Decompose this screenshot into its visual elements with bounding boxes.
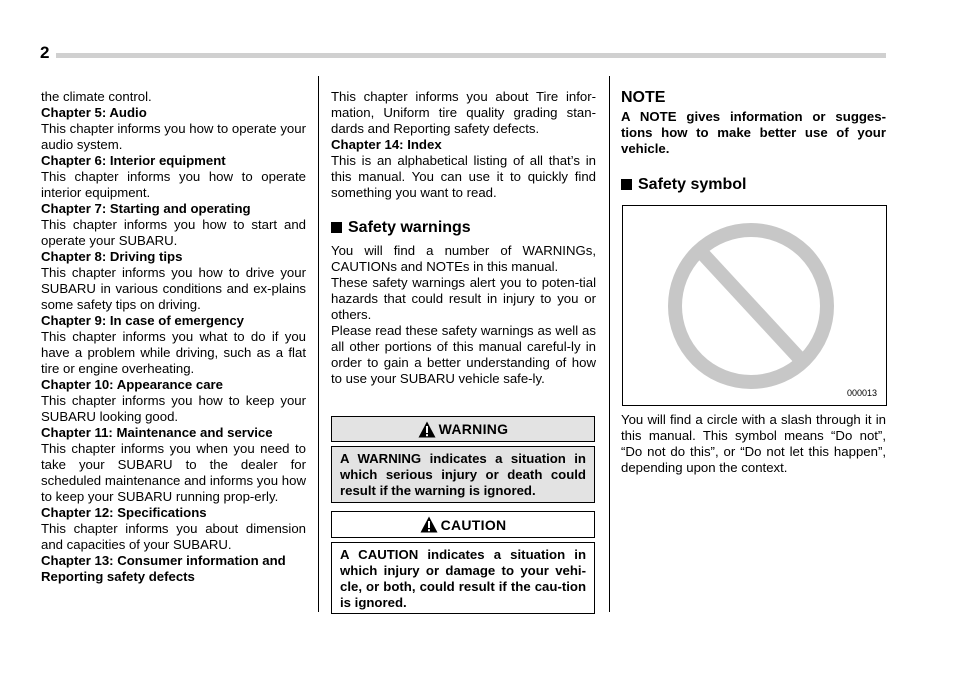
caution-triangle-icon bbox=[420, 516, 438, 533]
safety-paragraph: These safety warnings alert you to poten-tial hazards that could result in injury to you or others. bbox=[331, 275, 596, 322]
symbol-text: You will find a circle with a slash through it in this manual. This symbol means “Do not”, “Do not do this”, or “Do not let this happen”, depending upon the context. bbox=[621, 412, 886, 475]
safety-symbol-heading: Safety symbol bbox=[621, 176, 886, 194]
header-rule bbox=[56, 53, 886, 58]
chapter-title: Chapter 13: Consumer information and Reporting safety defects bbox=[41, 553, 286, 584]
safety-symbol-figure bbox=[622, 205, 887, 406]
caution-message: A CAUTION indicates a situation in which injury or damage to your vehi-cle, or both, could result if the cau-tion is ignored. bbox=[331, 542, 595, 614]
chapter-title: Chapter 11: Maintenance and service bbox=[41, 425, 273, 440]
intro-text: This chapter informs you about Tire infor-mation, Uniform tire quality grading stan-dards and Reporting safety defects. bbox=[331, 89, 596, 136]
chapter-title: Chapter 8: Driving tips bbox=[41, 249, 183, 264]
chapter-text: This chapter informs you when you need to take your SUBARU to the dealer for scheduled maintenance and informs you how to keep your SUBARU running prop-erly. bbox=[41, 441, 306, 504]
column-divider-left bbox=[318, 76, 319, 612]
square-bullet-icon bbox=[331, 222, 342, 233]
chapter-title: Chapter 5: Audio bbox=[41, 105, 147, 120]
chapter-text: This chapter informs you what to do if you have a problem while driving, such as a flat tire or engine overheating. bbox=[41, 329, 306, 376]
figure-code: 000013 bbox=[846, 388, 877, 398]
warning-triangle-icon bbox=[418, 421, 436, 438]
chapter-text: This chapter informs you about dimension and capacities of your SUBARU. bbox=[41, 521, 306, 552]
chapter-text: This chapter informs you how to keep your SUBARU looking good. bbox=[41, 393, 306, 424]
chapter-title: Chapter 6: Interior equipment bbox=[41, 153, 226, 168]
column-1 bbox=[41, 89, 306, 585]
intro-text: the climate control. bbox=[41, 89, 152, 104]
chapter-title: Chapter 9: In case of emergency bbox=[41, 313, 245, 328]
chapter-text: This chapter informs you how to start and operate your SUBARU. bbox=[41, 217, 306, 248]
chapter-text: This is an alphabetical listing of all that’s in this manual. You can use it to quickly find something you want to read. bbox=[331, 153, 596, 200]
column-3 bbox=[621, 89, 886, 194]
warning-message: A WARNING indicates a situation in which serious injury or death could result if the warning is ignored. bbox=[331, 446, 595, 503]
safety-paragraph: You will find a number of WARNINGs, CAUTIONs and NOTEs in this manual. bbox=[331, 243, 596, 274]
chapter-title: Chapter 12: Specifications bbox=[41, 505, 207, 520]
safety-paragraph: Please read these safety warnings as well as all other portions of this manual careful-ly in order to gain a better understanding of how to use your SUBARU vehicle safe-ly. bbox=[331, 323, 596, 386]
chapter-text: This chapter informs you how to drive your SUBARU in various conditions and ex-plains some safety tips on driving. bbox=[41, 265, 306, 312]
safety-warnings-heading: Safety warnings bbox=[331, 219, 596, 237]
caution-label: CAUTION bbox=[440, 516, 507, 533]
chapter-title: Chapter 14: Index bbox=[331, 137, 442, 152]
chapter-title: Chapter 7: Starting and operating bbox=[41, 201, 251, 216]
column-2 bbox=[331, 89, 596, 387]
chapter-title: Chapter 10: Appearance care bbox=[41, 377, 224, 392]
chapter-text: This chapter informs you how to operate your audio system. bbox=[41, 121, 306, 152]
warning-header bbox=[331, 416, 595, 442]
chapter-text: This chapter informs you how to operate interior equipment. bbox=[41, 169, 306, 200]
symbol-description bbox=[621, 412, 886, 476]
page-number: 2 bbox=[40, 43, 50, 62]
warning-label: WARNING bbox=[438, 421, 509, 437]
square-bullet-icon bbox=[621, 179, 632, 190]
note-text: A NOTE gives information or sugges-tions how to make better use of your vehicle. bbox=[621, 109, 886, 156]
column-divider-right bbox=[609, 76, 610, 612]
no-entry-icon bbox=[623, 206, 886, 405]
note-heading: NOTE bbox=[621, 89, 666, 106]
caution-header bbox=[331, 511, 595, 538]
